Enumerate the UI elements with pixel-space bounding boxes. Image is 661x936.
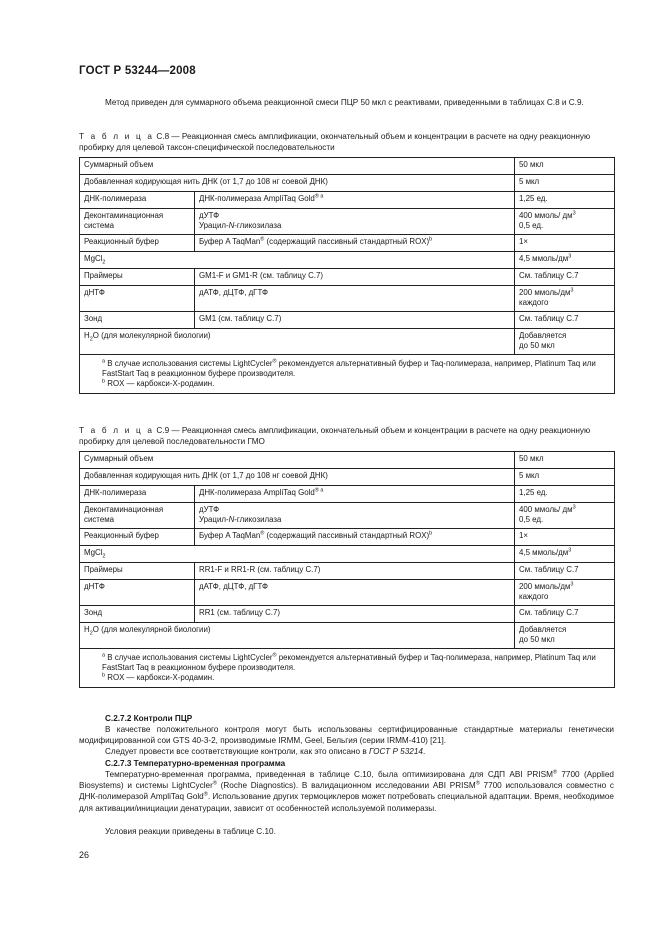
table-row xyxy=(80,649,615,688)
table-cell xyxy=(195,192,515,209)
registered-mark: ® xyxy=(203,791,208,798)
table-cell: дАТФ, дЦТФ, дГТФ xyxy=(195,580,515,606)
standard-reference: ГОСТ Р 53214 xyxy=(368,747,423,756)
cell-line: дУТФ xyxy=(199,505,220,514)
registered-mark: ® xyxy=(260,530,265,537)
table-cell xyxy=(80,329,515,355)
table-cell: Праймеры xyxy=(80,269,195,286)
table-cell: 5 мкл xyxy=(515,175,615,192)
cell-line xyxy=(519,582,610,592)
table-row xyxy=(80,252,615,269)
section-c272-paragraph-1: В качестве положительного контроля могут быть использованы сертифицированные стандартные материалы генетически модифицированной сои GTS 40-3-2, производимые IRMM, Geel, Бельгия (серии IRMM-410) [21]. xyxy=(79,725,614,746)
table-cell xyxy=(515,623,615,649)
cell-line xyxy=(199,221,510,231)
table-cell: 1× xyxy=(515,235,615,252)
table-footnotes xyxy=(80,355,615,394)
cell-line: Добавляется xyxy=(519,331,567,340)
table-cell: Деконтаминационная система xyxy=(80,503,195,529)
cell-text: 400 ммоль/ дм xyxy=(519,211,573,220)
table-cell: 5 мкл xyxy=(515,469,615,486)
superscript: 3 xyxy=(572,504,576,511)
table-row xyxy=(80,286,615,312)
table-c9-caption xyxy=(79,425,614,447)
section-c272-paragraph-2 xyxy=(79,746,614,757)
table-cell: Суммарный объем xyxy=(80,452,515,469)
table-cell: См. таблицу С.7 xyxy=(515,269,615,286)
cell-text: 200 ммоль/дм xyxy=(519,582,571,591)
superscript: 3 xyxy=(568,253,572,260)
cell-text: 4,5 ммоль/дм xyxy=(519,254,569,263)
footnote-text: В случае использования системы LightCycler xyxy=(107,359,273,368)
cell-line xyxy=(199,515,510,525)
table-row xyxy=(80,329,615,355)
table-row xyxy=(80,546,615,563)
table-c9 xyxy=(79,451,615,688)
table-cell: Зонд xyxy=(80,606,195,623)
registered-mark: ® xyxy=(260,236,265,243)
table-caption-label: Т а б л и ц а xyxy=(79,426,155,435)
cell-line: 0,5 ед. xyxy=(519,221,544,230)
cell-line: до 50 мкл xyxy=(519,341,555,350)
table-row xyxy=(80,235,615,252)
superscript: 3 xyxy=(570,287,574,294)
footnote-letter: a xyxy=(102,358,106,365)
cell-text: Буфер A TaqMan xyxy=(199,237,261,246)
document-header: ГОСТ Р 53244—2008 xyxy=(79,65,196,77)
table-cell: дНТФ xyxy=(80,580,195,606)
table-cell xyxy=(515,329,615,355)
table-row xyxy=(80,269,615,286)
table-cell xyxy=(515,252,615,269)
paragraph-text: 7700 (Applied Biosystems) и системы LightCycler xyxy=(79,770,614,791)
cell-text: Урацил- xyxy=(199,515,229,524)
table-caption-label: Т а б л и ц а xyxy=(79,132,155,141)
registered-mark: ® xyxy=(552,769,557,776)
table-cell: Суммарный объем xyxy=(80,158,515,175)
table-cell: См. таблицу С.7 xyxy=(515,563,615,580)
registered-mark: ® xyxy=(475,780,480,787)
footnote-mark: b xyxy=(429,236,433,243)
table-row xyxy=(80,486,615,503)
table-cell: Деконтаминационная система xyxy=(80,209,195,235)
footnote-text: рекомендуется альтернативный буфер и Taq-полимераза, например, Platinum Taq или FastStart Taq в реакционном буфере производителя. xyxy=(102,359,596,378)
paragraph-text: (Roche Diagnostics). В валидационном исследовании ABI PRISM xyxy=(216,781,476,791)
table-cell: Реакционный буфер xyxy=(80,235,195,252)
footnote-letter: a xyxy=(320,487,324,494)
cell-line: дУТФ xyxy=(199,211,220,220)
table-cell: RR1 (см. таблицу С.7) xyxy=(195,606,515,623)
table-cell: См. таблицу С.7 xyxy=(515,312,615,329)
cell-text: 400 ммоль/ дм xyxy=(519,505,573,514)
paragraph-text: 7700 использовался совместно с ДНК-полимеразой AmpliTaq Gold xyxy=(79,781,615,802)
table-cell: 1,25 ед. xyxy=(515,192,615,209)
footnote-a xyxy=(102,359,608,379)
table-row xyxy=(80,175,615,192)
table-cell: 50 мкл xyxy=(515,452,615,469)
paragraph-text: . Использование других термоциклеров может потребовать специальной адаптации. Время, необходимое для активации/инициации денатурации, зависит от особенностей используемой полимеразы. xyxy=(79,792,614,813)
cell-text-italic: N xyxy=(228,221,235,230)
cell-text: 200 ммоль/дм xyxy=(519,288,571,297)
cell-text: (содержащий пассивный стандартный ROX) xyxy=(264,531,430,540)
cell-text: ДНК-полимераза AmpliTaq Gold xyxy=(199,194,315,203)
registered-mark: ® xyxy=(212,780,217,787)
superscript: 3 xyxy=(572,210,576,217)
cell-line: каждого xyxy=(519,592,549,601)
cell-text-italic: N xyxy=(228,515,235,524)
paragraph-text: Следует провести все соответствующие контроли, как это описано в xyxy=(105,747,369,756)
cell-text: MgCl xyxy=(84,548,103,557)
table-cell xyxy=(515,580,615,606)
table-row xyxy=(80,209,615,235)
cell-text: 4,5 ммоль/дм xyxy=(519,548,569,557)
table-caption-text: С.9 — Реакционная смесь амплификации, окончательный объем и концентрации в расчете на одну реакционную пробирку для целевой последовательности ГМО xyxy=(79,426,591,447)
cell-text: H xyxy=(84,331,90,340)
table-cell xyxy=(80,546,515,563)
table-cell xyxy=(195,486,515,503)
cell-text: (содержащий пассивный стандартный ROX) xyxy=(264,237,430,246)
cell-line: 0,5 ед. xyxy=(519,515,544,524)
table-cell xyxy=(515,503,615,529)
table-cell: Реакционный буфер xyxy=(80,529,195,546)
table-row xyxy=(80,192,615,209)
table-c8-caption xyxy=(79,131,614,153)
table-row xyxy=(80,623,615,649)
table-row xyxy=(80,312,615,329)
cell-text: O (для молекулярной биологии) xyxy=(92,625,211,634)
table-c8 xyxy=(79,157,615,394)
table-cell: GM1 (см. таблицу С.7) xyxy=(195,312,515,329)
cell-text: Буфер A TaqMan xyxy=(199,531,261,540)
cell-text: Урацил- xyxy=(199,221,229,230)
table-cell: GM1-F и GM1-R (см. таблицу С.7) xyxy=(195,269,515,286)
table-cell: ДНК-полимераза xyxy=(80,192,195,209)
table-row xyxy=(80,469,615,486)
cell-line xyxy=(519,211,610,221)
table-cell xyxy=(195,503,515,529)
footnote-letter: a xyxy=(102,652,106,659)
registered-mark: ® xyxy=(314,193,319,200)
table-cell: 50 мкл xyxy=(515,158,615,175)
table-cell: ДНК-полимераза xyxy=(80,486,195,503)
cell-line xyxy=(519,505,610,515)
subscript: 2 xyxy=(89,336,93,343)
cell-line: до 50 мкл xyxy=(519,635,555,644)
cell-text: -гликозилаза xyxy=(234,515,282,524)
section-c273-paragraph-2: Условия реакции приведены в таблице С.10. xyxy=(105,827,276,836)
cell-text: H xyxy=(84,625,90,634)
footnote-letter: b xyxy=(102,378,106,385)
section-c272-title: С.2.7.2 Контроли ПЦР xyxy=(105,714,193,723)
table-row xyxy=(80,355,615,394)
table-cell: RR1-F и RR1-R (см. таблицу С.7) xyxy=(195,563,515,580)
footnote-letter: a xyxy=(320,193,324,200)
table-row xyxy=(80,563,615,580)
table-cell: Праймеры xyxy=(80,563,195,580)
section-c273-paragraph-1 xyxy=(79,769,614,814)
footnote-text: В случае использования системы LightCycler xyxy=(107,653,273,662)
footnote-mark: b xyxy=(429,530,433,537)
table-cell: 1× xyxy=(515,529,615,546)
table-cell xyxy=(195,529,515,546)
page-number: 26 xyxy=(79,850,90,860)
cell-text: ДНК-полимераза AmpliTaq Gold xyxy=(199,488,315,497)
table-row xyxy=(80,503,615,529)
table-cell xyxy=(515,209,615,235)
subscript: 2 xyxy=(102,553,106,560)
table-cell: дНТФ xyxy=(80,286,195,312)
table-cell xyxy=(195,209,515,235)
table-cell: Добавленная кодирующая нить ДНК (от 1,7 до 108 нг соевой ДНК) xyxy=(80,175,515,192)
section-c273-title: С.2.7.3 Температурно-временная программа xyxy=(105,759,286,768)
footnote-letter: b xyxy=(102,672,106,679)
table-row xyxy=(80,580,615,606)
cell-line: каждого xyxy=(519,298,549,307)
subscript: 2 xyxy=(102,259,106,266)
footnote-text: ROX — карбокси-Х-родамин. xyxy=(107,673,215,682)
intro-paragraph: Метод приведен для суммарного объема реакционной смеси ПЦР 50 мкл с реактивами, приведенными в таблицах С.8 и С.9. xyxy=(105,98,584,107)
table-row xyxy=(80,452,615,469)
footnote-text: рекомендуется альтернативный буфер и Taq-полимераза, например, Platinum Taq или FastStart Taq в реакционном буфере производителя. xyxy=(102,653,596,672)
registered-mark: ® xyxy=(272,358,277,365)
footnote-text: ROX — карбокси-Х-родамин. xyxy=(107,379,215,388)
paragraph-text: . xyxy=(422,747,426,756)
footnote-b xyxy=(102,379,608,389)
superscript: 3 xyxy=(568,547,572,554)
cell-text: -гликозилаза xyxy=(234,221,282,230)
cell-text: O (для молекулярной биологии) xyxy=(92,331,211,340)
table-cell: См. таблицу С.7 xyxy=(515,606,615,623)
footnote-a xyxy=(102,653,608,673)
table-cell: дАТФ, дЦТФ, дГТФ xyxy=(195,286,515,312)
table-cell xyxy=(195,235,515,252)
table-cell xyxy=(80,252,515,269)
registered-mark: ® xyxy=(314,487,319,494)
table-cell xyxy=(515,546,615,563)
table-row xyxy=(80,158,615,175)
registered-mark: ® xyxy=(272,652,277,659)
cell-text: MgCl xyxy=(84,254,103,263)
table-caption-text: С.8 — Реакционная смесь амплификации, окончательный объем и концентрации в расчете на одну реакционную пробирку для целевой таксон-специфической последовательности xyxy=(79,132,591,153)
table-cell xyxy=(80,623,515,649)
table-row xyxy=(80,529,615,546)
table-footnotes xyxy=(80,649,615,688)
cell-line xyxy=(519,288,610,298)
paragraph-text: Температурно-временная программа, приведенная в таблице С.10, была оптимизирована для СДП ABI PRISM xyxy=(105,770,553,779)
footnote-mark xyxy=(315,193,324,199)
table-cell: Добавленная кодирующая нить ДНК (от 1,7 до 108 нг соевой ДНК) xyxy=(80,469,515,486)
table-cell xyxy=(515,286,615,312)
superscript: 3 xyxy=(570,581,574,588)
table-cell: Зонд xyxy=(80,312,195,329)
footnote-mark xyxy=(315,487,324,493)
cell-line: Добавляется xyxy=(519,625,567,634)
footnote-b xyxy=(102,673,608,683)
subscript: 2 xyxy=(89,630,93,637)
table-cell: 1,25 ед. xyxy=(515,486,615,503)
table-row xyxy=(80,606,615,623)
